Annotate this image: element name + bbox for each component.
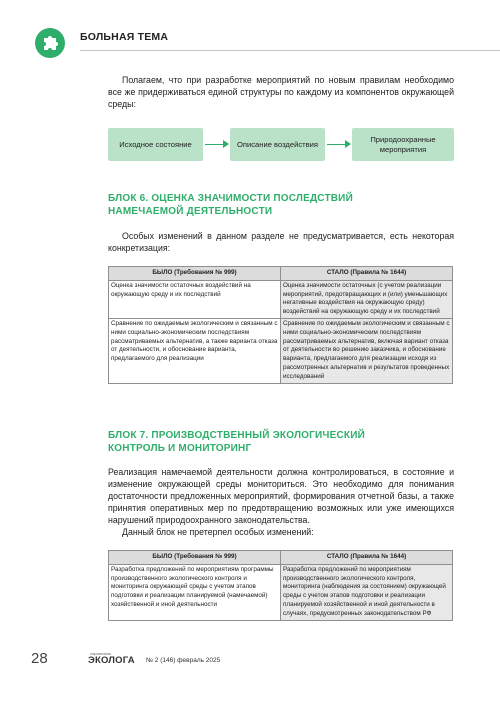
table-cell-after: Сравнение по ожидаемым экологическим и связанным с ними социально-экономическим последствиям рассматриваемых альтернатив, включая вариант отказа от деятельности во решению заказчика, и обоснование варианта, предлагаемого для реализации исходя из рассмотренных альтернатив и результатов проведенных исследований — [281, 318, 453, 383]
table-row — [109, 564, 453, 620]
flow-step-initial: Исходное состояние — [108, 128, 203, 161]
flow-step-impact: Описание воздействия — [230, 128, 325, 161]
puzzle-icon — [39, 32, 61, 54]
column-header-after: СТАЛО (Правила № 1644) — [281, 551, 453, 565]
flow-connector-1 — [205, 144, 225, 145]
table-cell-before: Сравнение по ожидаемым экологическим и связанным с ними социально-экономическим последствиям рассматриваемых альтернатив, а также варианта отказа от деятельности, и обоснование варианта, предлагаемого для реализации — [109, 318, 281, 383]
table-header-row — [109, 267, 453, 281]
structure-flow — [108, 128, 454, 161]
page-number: 28 — [31, 650, 48, 667]
column-header-before: БЫЛО (Требования № 999) — [109, 267, 281, 281]
block6-title — [108, 192, 353, 218]
block7-title — [108, 429, 365, 455]
block7-title-line2: КОНТРОЛЬ И МОНИТОРИНГ — [108, 443, 252, 454]
block6-text: Особых изменений в данном разделе не предусматривается, есть некоторая конкретизация: — [108, 231, 454, 254]
rubric-title: БОЛЬНАЯ ТЕМА — [80, 31, 169, 43]
block7-title-line1: БЛОК 7. ПРОИЗВОДСТВЕННЫЙ ЭКОЛОГИЧЕСКИЙ — [108, 430, 365, 441]
flow-connector-2 — [327, 144, 347, 145]
table-cell-before: Оценка значимости остаточных воздействий на окружающую среду и их последствий — [109, 280, 281, 318]
intro-text: Полагаем, что при разработке мероприятий по новым правилам необходимо все же придерживаться единой структуры по каждому из компонентов окружающей среды: — [108, 75, 454, 110]
block6-title-line1: БЛОК 6. ОЦЕНКА ЗНАЧИМОСТИ ПОСЛЕДСТВИЙ — [108, 193, 353, 204]
block7-text2: Данный блок не претерпел особых изменений: — [122, 527, 314, 538]
table-row — [109, 280, 453, 318]
header-divider — [80, 50, 500, 51]
flow-step-measures: Природоохранные мероприятия — [352, 128, 454, 161]
intro-paragraph — [108, 74, 454, 110]
block6-title-line2: НАМЕЧАЕМОЙ ДЕЯТЕЛЬНОСТИ — [108, 206, 273, 217]
block6-paragraph — [108, 230, 454, 254]
column-header-after: СТАЛО (Правила № 1644) — [281, 267, 453, 281]
table-cell-before: Разработка предложений по мероприятиям программы производственного экологического контроля и мониторинга окружающей среды с учетом этапов подготовки и реализации планируемой (намечаемой) хозяйственной и иной деятельности — [109, 564, 281, 620]
block6-comparison-table — [108, 266, 453, 384]
block7-paragraph — [108, 466, 454, 539]
table-row — [109, 318, 453, 383]
brand-name: ЭКОЛОГА — [88, 655, 135, 666]
block7-comparison-table — [108, 550, 453, 621]
table-cell-after: Оценка значимости остаточных (с учетом реализации мероприятий, предотвращающих и (или) уменьшающих негативные воздействия на окружающую среду) воздействий на окружающую среду и их последствий — [281, 280, 453, 318]
magazine-logo-icon — [35, 28, 65, 58]
column-header-before: БЫЛО (Требования № 999) — [109, 551, 281, 565]
arrow-right-icon — [223, 140, 229, 148]
table-cell-after: Разработка предложений по мероприятиям производственного экологического контроля, мониторинга (наблюдения за состоянием) окружающей среды с учетом этапов подготовки и реализации планируемой хозяйственной и иной деятельности в случаях, предусмотренных законодательством РФ — [281, 564, 453, 620]
table-header-row — [109, 551, 453, 565]
issue-info: № 2 (146) февраль 2025 — [146, 657, 221, 664]
block7-text: Реализация намечаемой деятельности должна контролироваться, в состояние и изменение окружающей среды мониториться. Это необходимо для понимания достаточности предложенных мероприятий, формирования отчетной базы, а также принятия оперативных мер по предотвращению возможных или уже имеющихся нарушений природоохранного законодательства. — [108, 467, 454, 526]
arrow-right-icon — [345, 140, 351, 148]
brand-prefix: справочник — [90, 651, 112, 656]
